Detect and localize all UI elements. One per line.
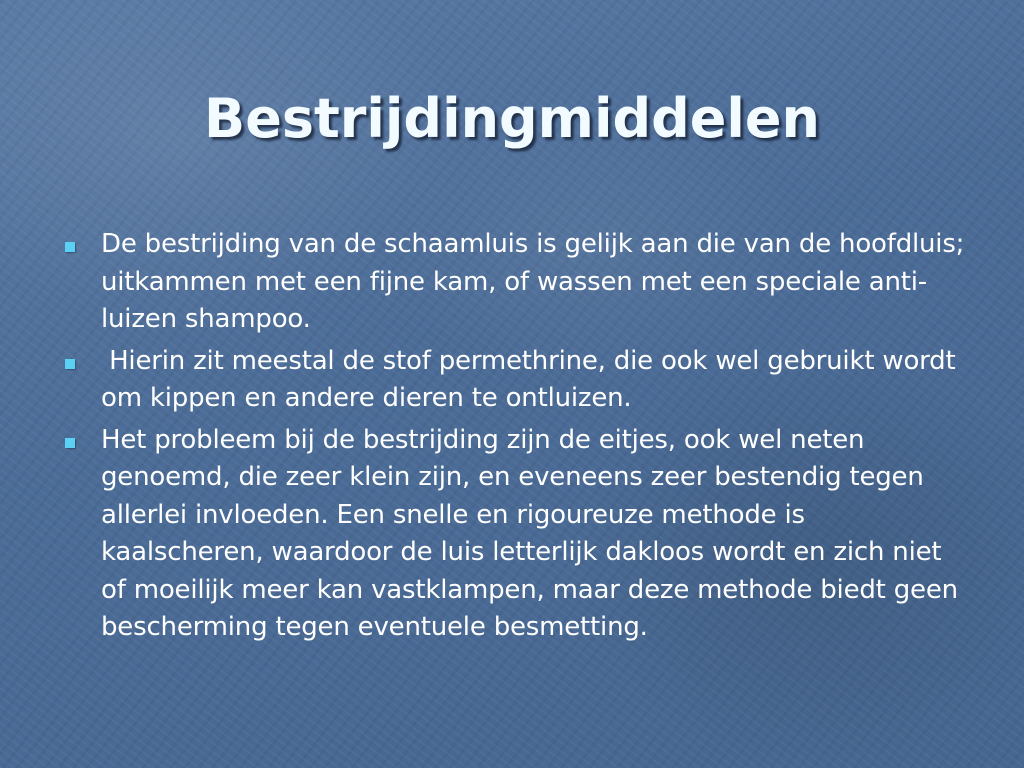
bullet-item: [58, 226, 968, 339]
bullet-item: [58, 343, 968, 418]
bullet-item: [58, 422, 968, 647]
square-bullet-icon: [65, 242, 75, 252]
bullet-list: [58, 226, 968, 651]
square-bullet-icon: [65, 438, 75, 448]
bullet-text: De bestrijding van de schaamluis is gelijk aan die van de hoofdluis; uitkammen met een fijne kam, of wassen met een speciale anti-luizen shampoo.: [101, 229, 965, 334]
slide-title: Bestrijdingmiddelen: [204, 87, 820, 150]
square-bullet-icon: [65, 359, 75, 369]
bullet-text: Hierin zit meestal de stof permethrine, die ook wel gebruikt wordt om kippen en andere dieren te ontluizen.: [101, 345, 964, 413]
bullet-text: Het probleem bij de bestrijding zijn de eitjes, ook wel neten genoemd, die zeer klein zijn, en eveneens zeer bestendig tegen allerlei invloeden. Een snelle en rigoureuze methode is kaalscheren, waardoor de luis letterlijk dakloos wordt en zich niet of moeilijk meer kan vastklampen, maar deze methode biedt geen bescherming tegen eventuele besmetting.: [101, 424, 958, 642]
